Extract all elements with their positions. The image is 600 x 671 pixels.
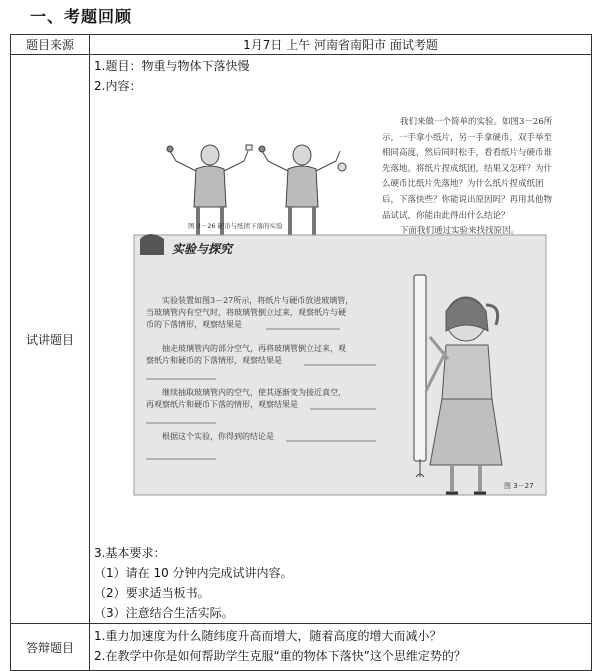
defense-question-1: 1.重力加速度为什么随纬度升高而增大，随着高度的增大而减小？ (94, 629, 442, 643)
defense-content (90, 624, 592, 671)
textbook-figure (90, 99, 591, 543)
box-line-8: 根据这个实验，你得到的结论是 (162, 432, 274, 441)
textbook-paragraph: 我们来做一个简单的实验。如图3－26所 示，一手拿小纸片，另一手拿硬币，双手举至 相同高度，然后同时松手，看看纸片与硬币谁 先落地。将纸片捏成纸团，结果又怎样？为什 么硬币比纸片先落地？为什么纸片捏成纸团 后，下落快些？你能说出原因吗？再用其他物 品试试，你能由此得出什么结论？ 下面我们通过实验来找找原因。 (382, 117, 553, 237)
figure-3-26-caption: 图 3－26 硬币与纸团下落的实验 (188, 222, 283, 230)
defense-row (11, 624, 592, 671)
glass-tube (414, 275, 426, 477)
section-title: 一、考题回顾 (30, 7, 133, 26)
defense-question-2: 2.在教学中你是如何帮助学生克服“重的物体下落快”这个思维定势的？ (94, 649, 466, 663)
source-value: 1月7日 上午 河南省南阳市 面试考题 (90, 35, 592, 55)
source-row (11, 35, 592, 55)
box-line-1: 实验装置如图3－27所示，将纸片与硬币放进玻璃管， (162, 296, 354, 305)
box-line-7: 再观察纸片和硬币下落的情形，观察结果是 (146, 400, 298, 409)
defense-label: 答辩题目 (11, 624, 90, 671)
requirement-3: （3）注意结合生活实际。 (94, 606, 234, 620)
content-label: 2.内容： (94, 79, 142, 93)
lecture-content (90, 55, 592, 624)
requirement-2: （2）要求适当板书。 (94, 586, 210, 600)
box-line-3: 币的下落情形，观察结果是 (146, 320, 242, 329)
box-line-2: 当玻璃管内有空气时，将玻璃管倒立过来，观察纸片与硬 (146, 308, 346, 317)
experiment-badge-icon (140, 234, 164, 255)
box-line-4: 抽走玻璃管内的部分空气，再将玻璃管倒立过来，观 (162, 344, 346, 353)
source-label: 题目来源 (11, 35, 90, 55)
requirements-title: 3.基本要求： (94, 546, 166, 560)
lecture-topic: 1.题目：物重与物体下落快慢 (94, 59, 250, 73)
lecture-row (11, 55, 592, 624)
lecture-label: 试讲题目 (11, 55, 90, 624)
exam-table (10, 34, 592, 671)
box-line-5: 察纸片和硬币的下落情形，观察结果是 (146, 356, 282, 365)
box-line-6: 继续抽取玻璃管内的空气，使其逐渐变为接近真空， (162, 388, 346, 397)
requirement-1: （1）请在 10 分钟内完成试讲内容。 (94, 566, 293, 580)
experiment-box-title: 实验与探究 (172, 242, 233, 256)
figure-3-27-caption: 图 3－27 (504, 482, 534, 490)
